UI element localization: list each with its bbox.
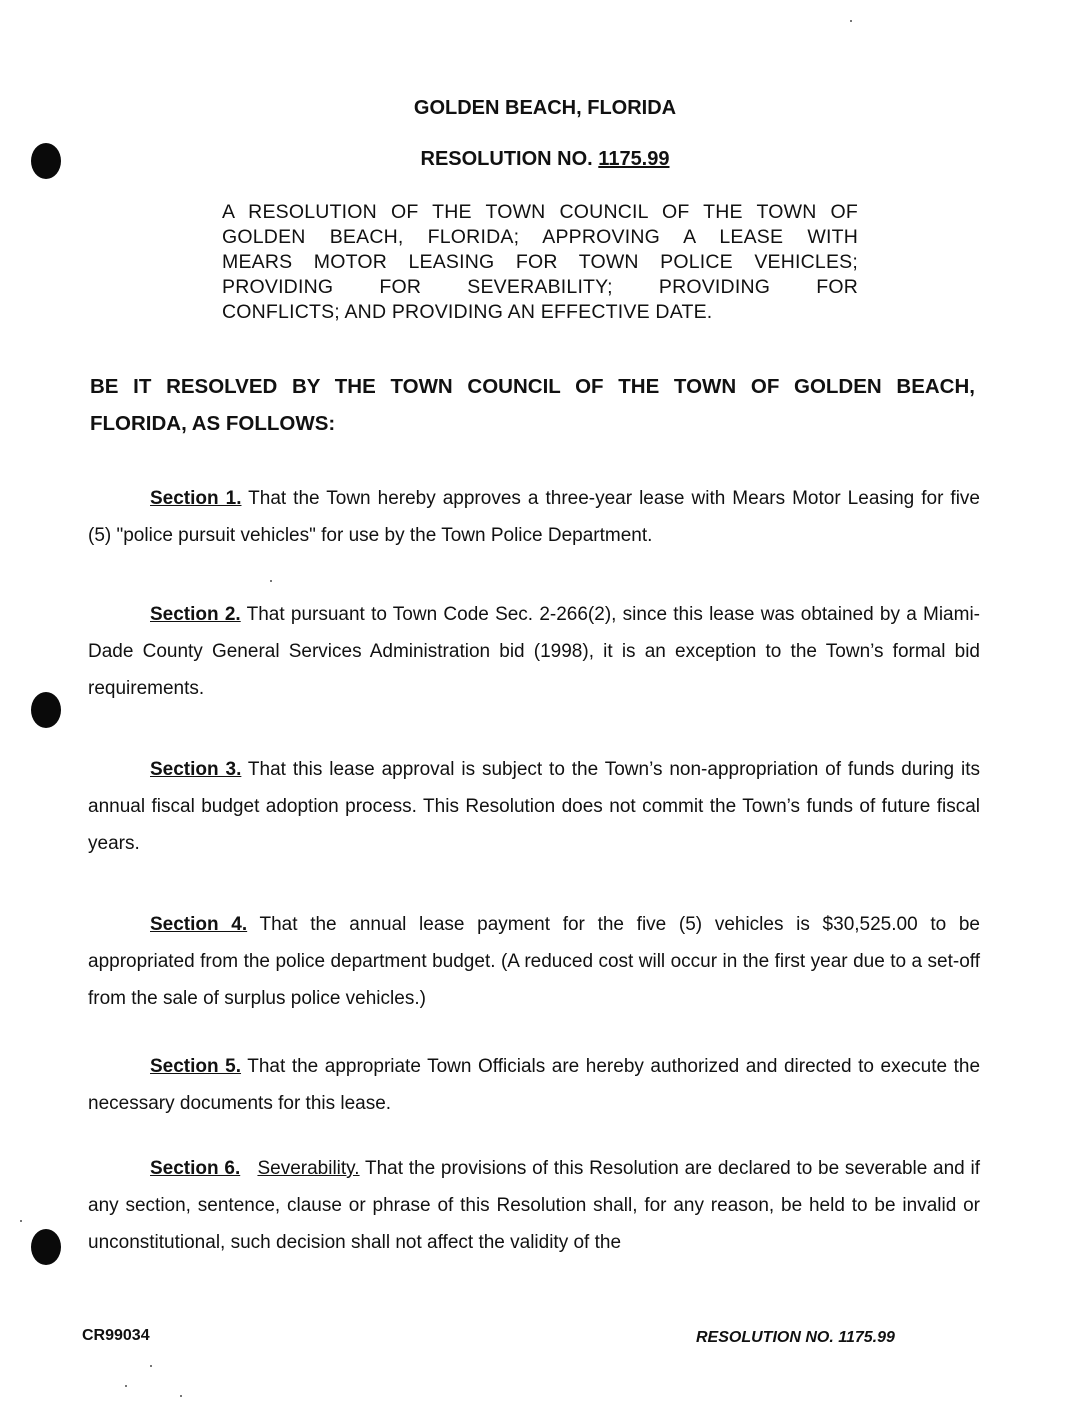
preamble (222, 200, 858, 325)
section-body: That this lease approval is subject to the Town’s non-appropriation of funds during its annual fiscal budget adoption process. This Resolution does not commit the Town’s funds of future fiscal years. (88, 759, 980, 854)
section-heading: Section 6. (150, 1158, 241, 1179)
section-3 (88, 751, 980, 862)
footer-doc-code: CR99034 (82, 1327, 150, 1344)
section-subheading: Severability. (257, 1158, 360, 1179)
section-heading: Section 5. (150, 1056, 242, 1077)
scan-speck (850, 20, 852, 22)
resolved-line: FLORIDA, AS FOLLOWS: (90, 412, 336, 435)
section-5 (88, 1048, 980, 1122)
section-body: That the provisions of this Resolution are declared to be severable and if any section, sentence, clause or phrase of this Resolution shall, for any reason, be held to be invalid or unconstitutional, such decision shall not affect the validity of the (88, 1158, 980, 1253)
punch-hole-bottom (31, 1229, 61, 1265)
section-2 (88, 596, 980, 707)
section-4 (88, 906, 980, 1017)
preamble-line: PROVIDING FOR SEVERABILITY; PROVIDING FOR (222, 276, 858, 298)
scan-speck (270, 580, 272, 582)
section-body: That the annual lease payment for the five (5) vehicles is $30,525.00 to be appropriated from the police department budget. (A reduced cost will occur in the first year due to a set-off from the sale of surplus police vehicles.) (88, 914, 980, 1009)
preamble-line: A RESOLUTION OF THE TOWN COUNCIL OF THE TOWN OF (222, 201, 858, 223)
scan-speck (150, 1365, 152, 1367)
scan-speck (180, 1395, 182, 1397)
section-6 (88, 1150, 980, 1261)
resolved-line: BE IT RESOLVED BY THE TOWN COUNCIL OF THE TOWN OF GOLDEN BEACH, (90, 375, 975, 398)
footer-resolution-number: RESOLUTION NO. 1175.99 (696, 1329, 895, 1346)
section-heading: Section 3. (150, 759, 242, 780)
section-heading: Section 2. (150, 604, 241, 625)
scan-speck (125, 1385, 127, 1387)
scan-speck (20, 1220, 22, 1222)
section-body: That the appropriate Town Officials are hereby authorized and directed to execute the necessary documents for this lease. (88, 1056, 981, 1114)
section-1 (88, 480, 980, 554)
document-heading (0, 97, 1090, 120)
punch-hole-middle (31, 692, 61, 728)
preamble-line: GOLDEN BEACH, FLORIDA; APPROVING A LEASE WITH (222, 226, 858, 248)
resolution-number: 1175.99 (598, 148, 670, 170)
resolved-clause (90, 368, 975, 442)
section-heading: Section 1. (150, 488, 242, 509)
preamble-line: MEARS MOTOR LEASING FOR TOWN POLICE VEHICLES; (222, 251, 858, 273)
heading-text: GOLDEN BEACH, FLORIDA (413, 97, 677, 119)
resolution-label: RESOLUTION NO. (420, 148, 593, 170)
preamble-line: CONFLICTS; AND PROVIDING AN EFFECTIVE DATE. (222, 301, 713, 323)
section-body: That pursuant to Town Code Sec. 2-266(2), since this lease was obtained by a Miami-Dade County General Services Administration bid (1998), it is an exception to the Town’s formal bid requirements. (88, 604, 981, 699)
section-body: That the Town hereby approves a three-year lease with Mears Motor Leasing for five (5) "police pursuit vehicles" for use by the Town Police Department. (88, 488, 980, 546)
section-heading: Section 4. (150, 914, 248, 935)
resolution-title (0, 148, 1090, 171)
